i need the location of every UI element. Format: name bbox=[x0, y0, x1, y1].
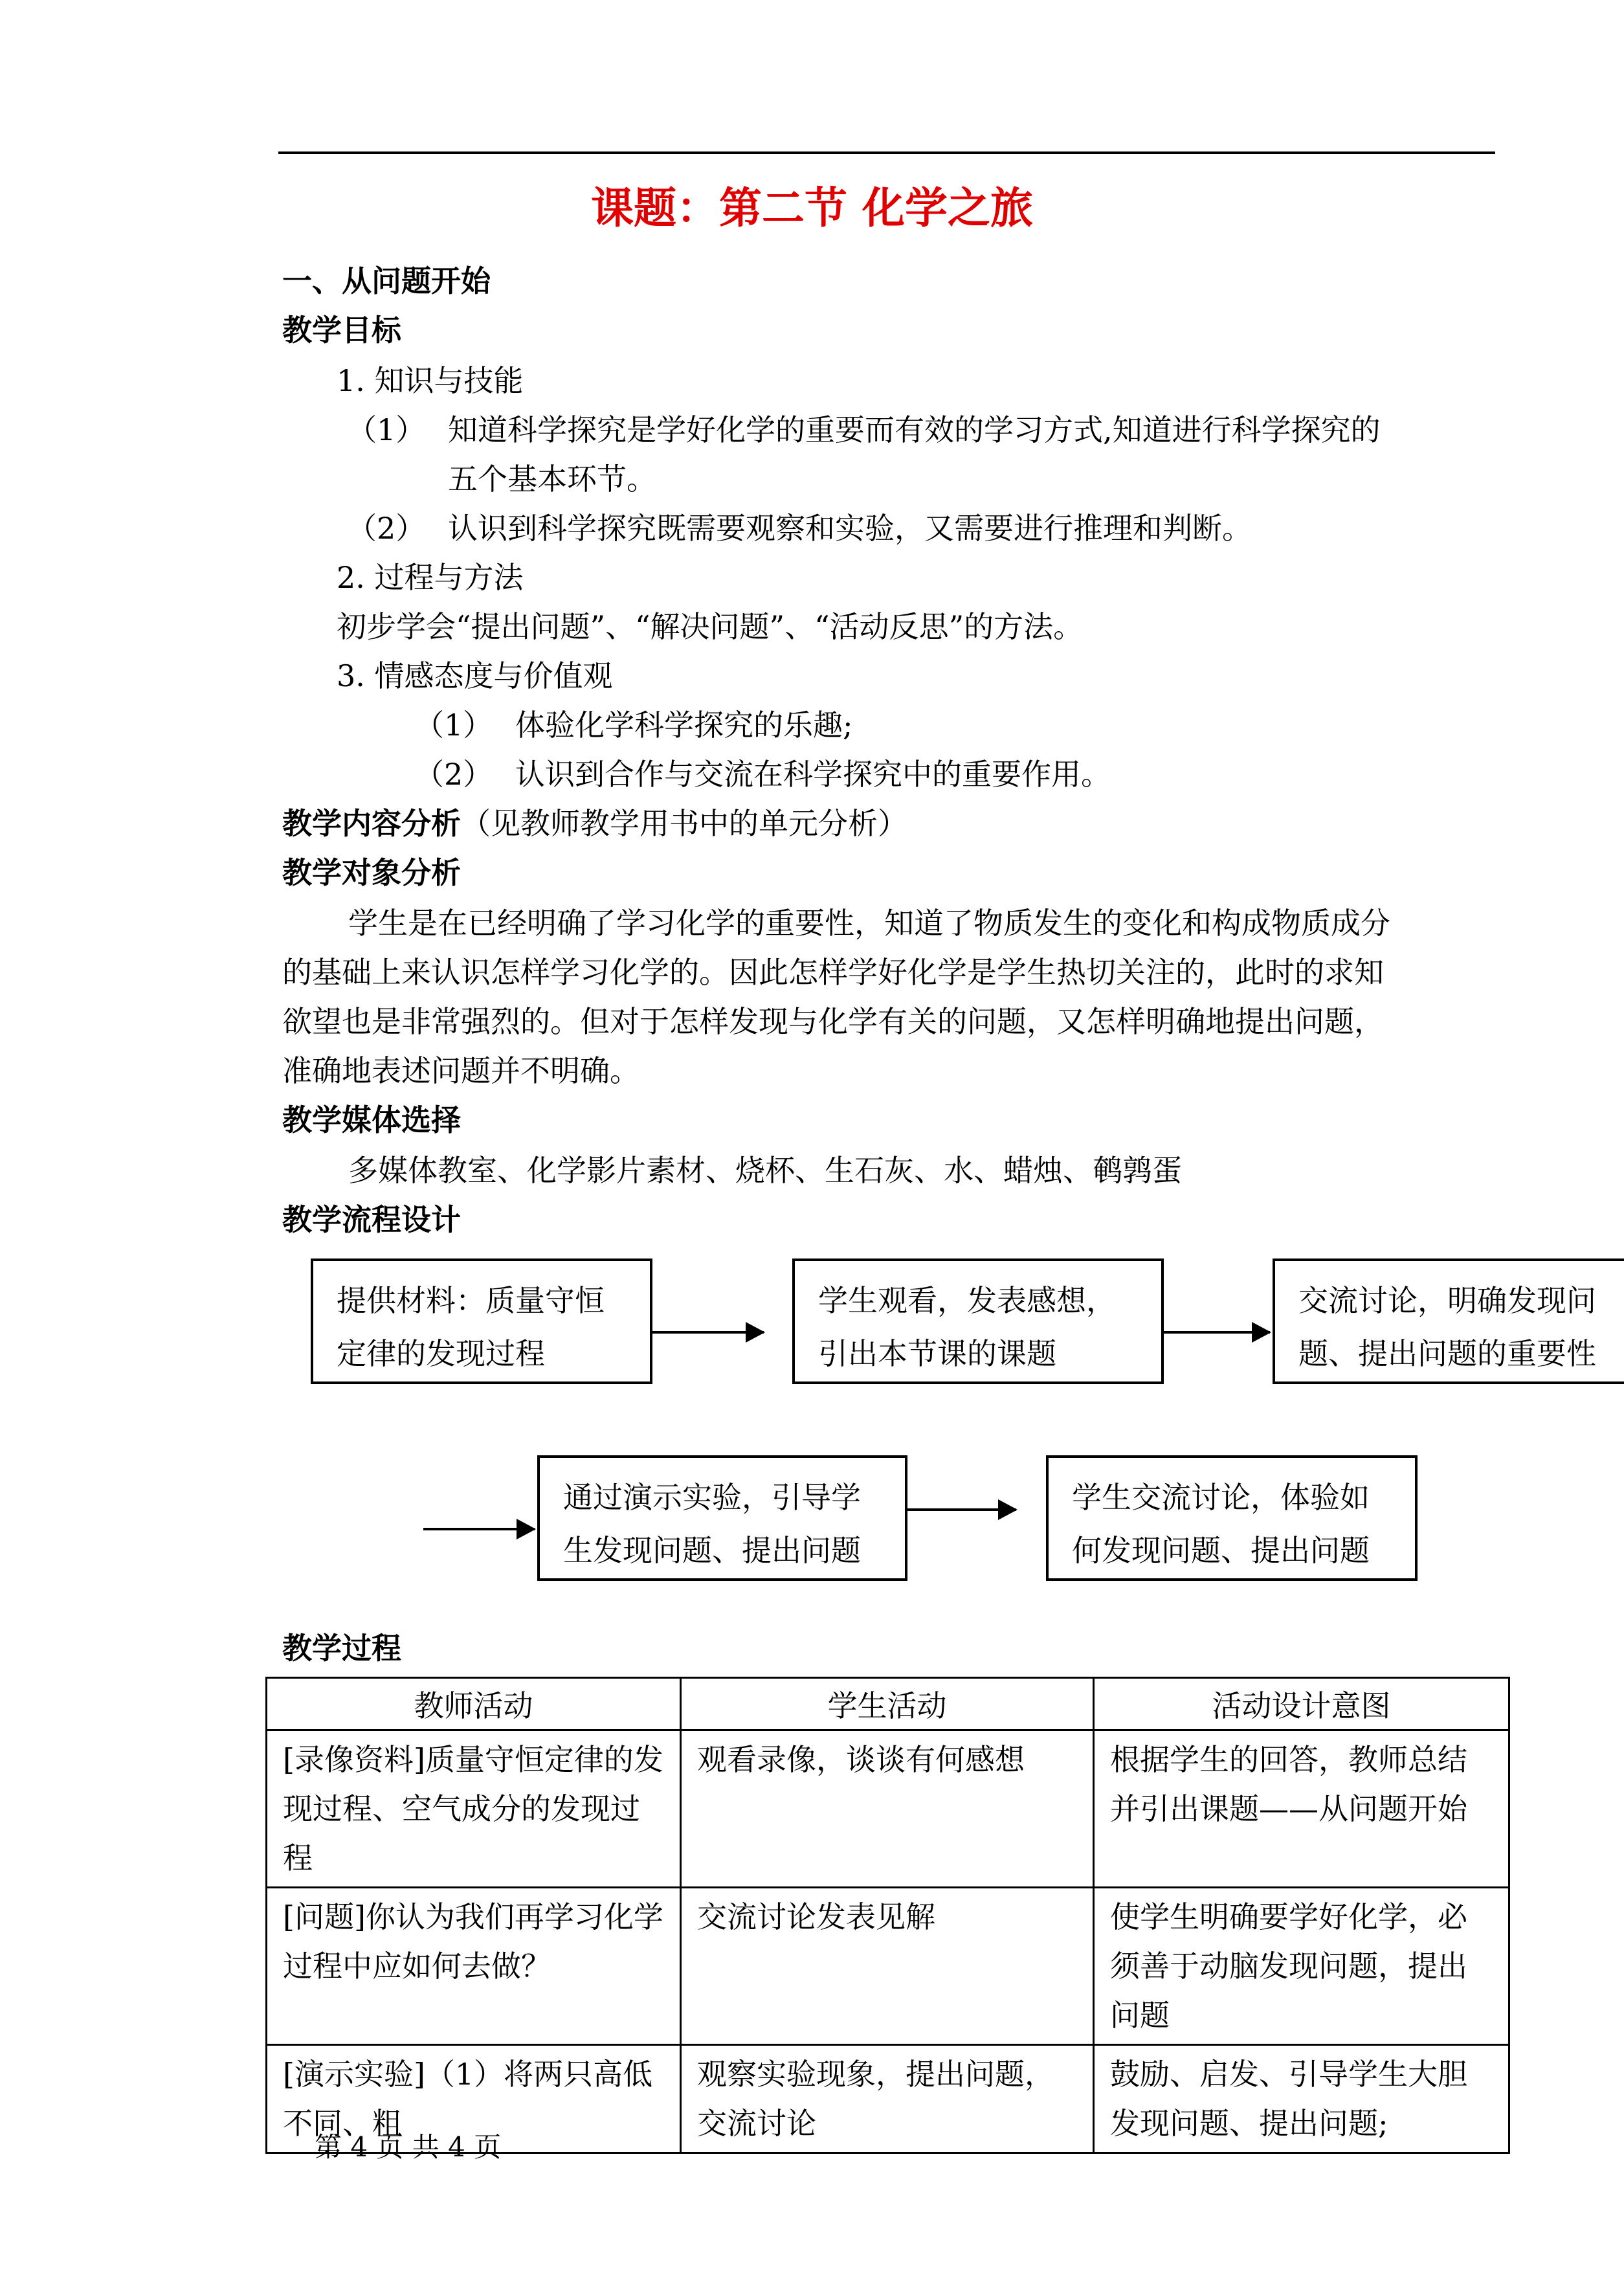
design-intent: 鼓励、启发、引导学生大胆发现问题、提出问题; bbox=[1094, 2045, 1509, 2153]
flow-box-3 bbox=[1273, 1258, 1624, 1384]
design-intent: 使学生明确要学好化学，必须善于动脑发现问题，提出问题 bbox=[1094, 1888, 1509, 2045]
table-row bbox=[267, 1730, 1509, 1888]
student-activity: 交流讨论发表见解 bbox=[681, 1888, 1094, 2045]
content-analysis bbox=[282, 800, 907, 843]
media-text: 多媒体教室、化学影片素材、烧杯、生石灰、水、蜡烛、鹌鹑蛋 bbox=[348, 1153, 1182, 1188]
objective-text: 认识到科学探究既需要观察和实验，又需要进行推理和判断。 bbox=[448, 511, 1252, 546]
objective-number: （2） bbox=[414, 757, 493, 792]
student-analysis-line: 学生是在已经明确了学习化学的重要性，知道了物质发生的变化和构成物质成分 bbox=[348, 906, 1390, 941]
content-analysis-heading: 教学内容分析 bbox=[282, 806, 461, 841]
flow-heading: 教学流程设计 bbox=[282, 1202, 461, 1237]
objective-text: 初步学会“提出问题”、“解决问题”、“活动反思”的方法。 bbox=[337, 609, 1084, 644]
teacher-activity: [录像资料]质量守恒定律的发现过程、空气成分的发现过程 bbox=[267, 1730, 681, 1888]
column-header: 学生活动 bbox=[681, 1678, 1094, 1730]
process-heading: 教学过程 bbox=[282, 1631, 401, 1666]
flow-box-4 bbox=[537, 1455, 907, 1581]
student-analysis-line: 欲望也是非常强烈的。但对于怎样发现与化学有关的问题，又怎样明确地提出问题， bbox=[282, 1004, 1384, 1039]
column-header: 活动设计意图 bbox=[1094, 1678, 1509, 1730]
flow-arrow bbox=[1164, 1331, 1270, 1334]
objective-text: 五个基本环节。 bbox=[448, 462, 656, 497]
objectives-heading: 教学目标 bbox=[282, 313, 401, 348]
student-analysis-line: 准确地表述问题并不明确。 bbox=[282, 1053, 640, 1088]
flow-box-5 bbox=[1046, 1455, 1418, 1581]
objective-knowledge: 1. 知识与技能 bbox=[337, 363, 524, 398]
page-footer: 第 4 页 共 4 页 bbox=[315, 2131, 502, 2163]
header-rule bbox=[278, 151, 1495, 154]
objective-process: 2. 过程与方法 bbox=[337, 560, 524, 595]
flow-box-line: 学生观看，发表感想， bbox=[818, 1283, 1116, 1318]
section-heading: 一、从问题开始 bbox=[282, 263, 491, 298]
teacher-activity: [演示实验]（1）将两只高低不同、粗 bbox=[267, 2045, 681, 2153]
media-heading: 教学媒体选择 bbox=[282, 1102, 461, 1137]
objective-number: （1） bbox=[414, 708, 493, 743]
flow-box-line: 引出本节课的课题 bbox=[818, 1336, 1056, 1371]
flow-box-line: 交流讨论，明确发现问 bbox=[1298, 1283, 1596, 1318]
table-row bbox=[267, 1888, 1509, 2045]
flow-box-line: 通过演示实验，引导学 bbox=[563, 1480, 861, 1515]
content-analysis-note: （见教师教学用书中的单元分析） bbox=[461, 806, 907, 841]
student-activity: 观看录像，谈谈有何感想 bbox=[681, 1730, 1094, 1888]
flow-box-line: 何发现问题、提出问题 bbox=[1072, 1533, 1370, 1568]
flow-box-line: 提供材料：质量守恒 bbox=[337, 1283, 605, 1318]
page-title: 课题：第二节 化学之旅 bbox=[591, 183, 1033, 233]
flow-box-line: 生发现问题、提出问题 bbox=[563, 1533, 861, 1568]
flow-box-line: 学生交流讨论，体验如 bbox=[1072, 1480, 1370, 1515]
column-header: 教师活动 bbox=[267, 1678, 681, 1730]
flow-box-line: 题、提出问题的重要性 bbox=[1298, 1336, 1596, 1371]
objective-number: （2） bbox=[347, 511, 426, 546]
objective-text: 体验化学科学探究的乐趣; bbox=[515, 708, 853, 743]
flow-box-2 bbox=[792, 1258, 1164, 1384]
student-analysis-heading: 教学对象分析 bbox=[282, 855, 461, 890]
design-intent: 根据学生的回答，教师总结并引出课题——从问题开始 bbox=[1094, 1730, 1509, 1888]
student-analysis-line: 的基础上来认识怎样学习化学的。因此怎样学好化学是学生热切关注的，此时的求知 bbox=[282, 955, 1384, 990]
objective-emotion: 3. 情感态度与价值观 bbox=[337, 658, 613, 693]
table-header-row bbox=[267, 1678, 1509, 1730]
teacher-activity: [问题]你认为我们再学习化学过程中应如何去做？ bbox=[267, 1888, 681, 2045]
process-table bbox=[265, 1677, 1510, 2154]
objective-number: （1） bbox=[347, 412, 426, 447]
flow-arrow bbox=[423, 1528, 535, 1530]
objective-text: 知道科学探究是学好化学的重要而有效的学习方式,知道进行科学探究的 bbox=[448, 412, 1381, 447]
flow-box-1 bbox=[311, 1258, 652, 1384]
flow-arrow bbox=[652, 1331, 764, 1334]
objective-text: 认识到合作与交流在科学探究中的重要作用。 bbox=[515, 757, 1111, 792]
flow-arrow bbox=[907, 1508, 1016, 1511]
student-activity: 观察实验现象，提出问题，交流讨论 bbox=[681, 2045, 1094, 2153]
flow-box-line: 定律的发现过程 bbox=[337, 1336, 545, 1371]
